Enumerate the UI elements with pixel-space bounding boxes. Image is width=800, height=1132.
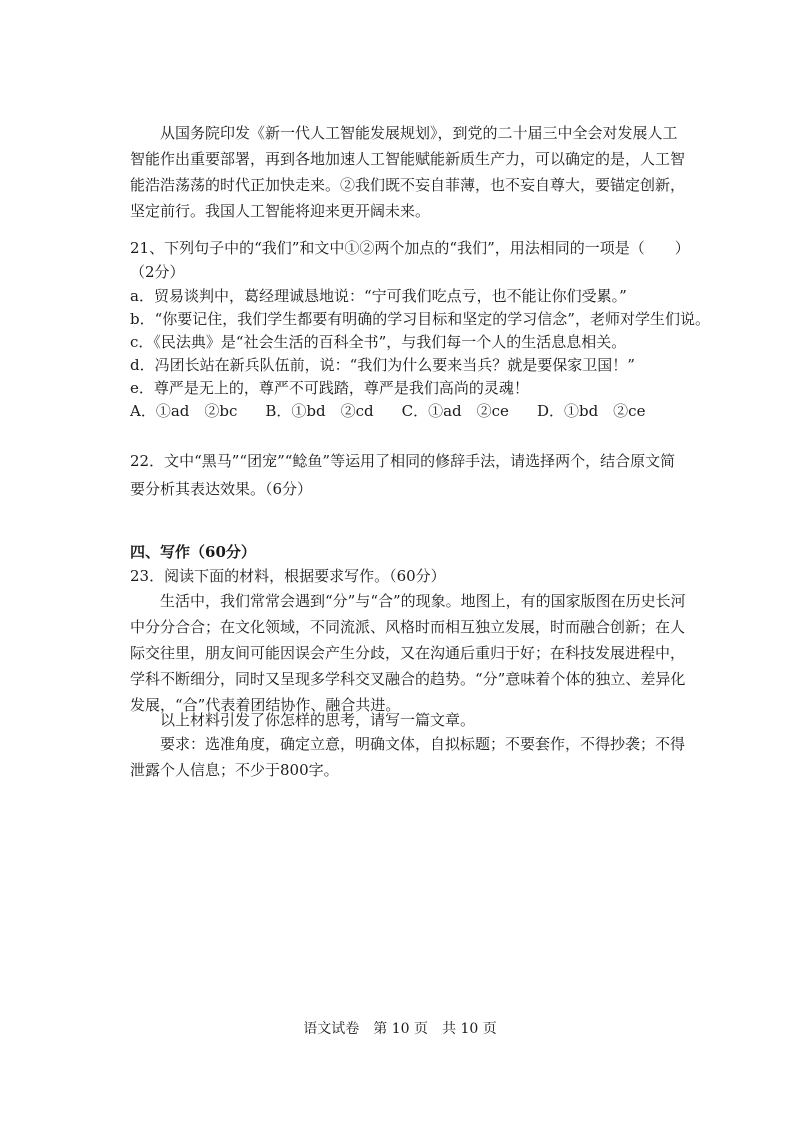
question-21-score: （2分） bbox=[130, 263, 185, 281]
sentence-e: e．尊严是无上的，尊严不可践踏，尊严是我们高尚的灵魂！ bbox=[130, 379, 529, 397]
option-a: A．①ad ②bc bbox=[130, 402, 238, 420]
reading-passage: 从国务院印发《新一代人工智能发展规划》，到党的二十届三中全会对发展人工智能作出重要部署，再到各地加速人工智能赋能新质生产力，可以确定的是，人工智能浩浩荡荡的时代正加快走来。②我们既不妄自菲薄，也不妄自尊大，要锚定创新，坚定前行。我国人工智能将迎来更开阔未来。 bbox=[130, 124, 686, 220]
sentence-b: b．“你要记住，我们学生都要有明确的学习目标和坚定的学习信念”，老师对学生们说。 bbox=[130, 310, 710, 328]
question-23: 23．阅读下面的材料，根据要求写作。（60分） bbox=[130, 567, 446, 585]
section-heading: 四、写作（60分） bbox=[130, 543, 256, 561]
question-21-stem: 21、下列句子中的“我们”和文中①②两个加点的“我们”，用法相同的一项是（ ） bbox=[130, 239, 690, 257]
answer-options bbox=[130, 399, 730, 423]
page-footer: 语文试卷 第 10 页 共 10 页 bbox=[303, 1021, 497, 1037]
writing-material: 生活中，我们常常会遇到“分”与“合”的现象。地图上，有的国家版图在历史长河中分分合合；在文化领域，不同流派、风格时而相互独立发展，时而融合创新；在人际交往里，朋友间可能因误会产生分歧，又在沟通后重归于好；在科技发展进程中，学科不断细分，同时又呈现多学科交叉融合的趋势。“分”意味着个体的独立、差异化发展，“合”代表着团结协作、融合共进。 bbox=[130, 592, 686, 714]
option-c: C．①ad ②ce bbox=[401, 402, 509, 420]
sentence-c: c．《民法典》是“社会生活的百科全书”，与我们每一个人的生活息息相关。 bbox=[130, 333, 627, 351]
question-22: 22．文中“黑马”“团宠”“鲶鱼”等运用了相同的修辞手法，请选择两个，结合原文简要分析其表达效果。（6分） bbox=[130, 452, 676, 498]
option-b: B．①bd ②cd bbox=[265, 402, 374, 420]
sentence-a: a．贸易谈判中，葛经理诚恳地说：“宁可我们吃点亏，也不能让你们受累。” bbox=[130, 287, 627, 305]
writing-requirements: 要求：选准角度，确定立意，明确文体，自拟标题；不要套作，不得抄袭；不得泄露个人信息；不少于800字。 bbox=[130, 735, 686, 779]
option-d: D．①bd ②ce bbox=[536, 402, 646, 420]
writing-prompt: 以上材料引发了你怎样的思考，请写一篇文章。 bbox=[160, 711, 476, 729]
sentence-d: d．冯团长站在新兵队伍前，说：“我们为什么要来当兵？就是要保家卫国！” bbox=[130, 356, 635, 374]
